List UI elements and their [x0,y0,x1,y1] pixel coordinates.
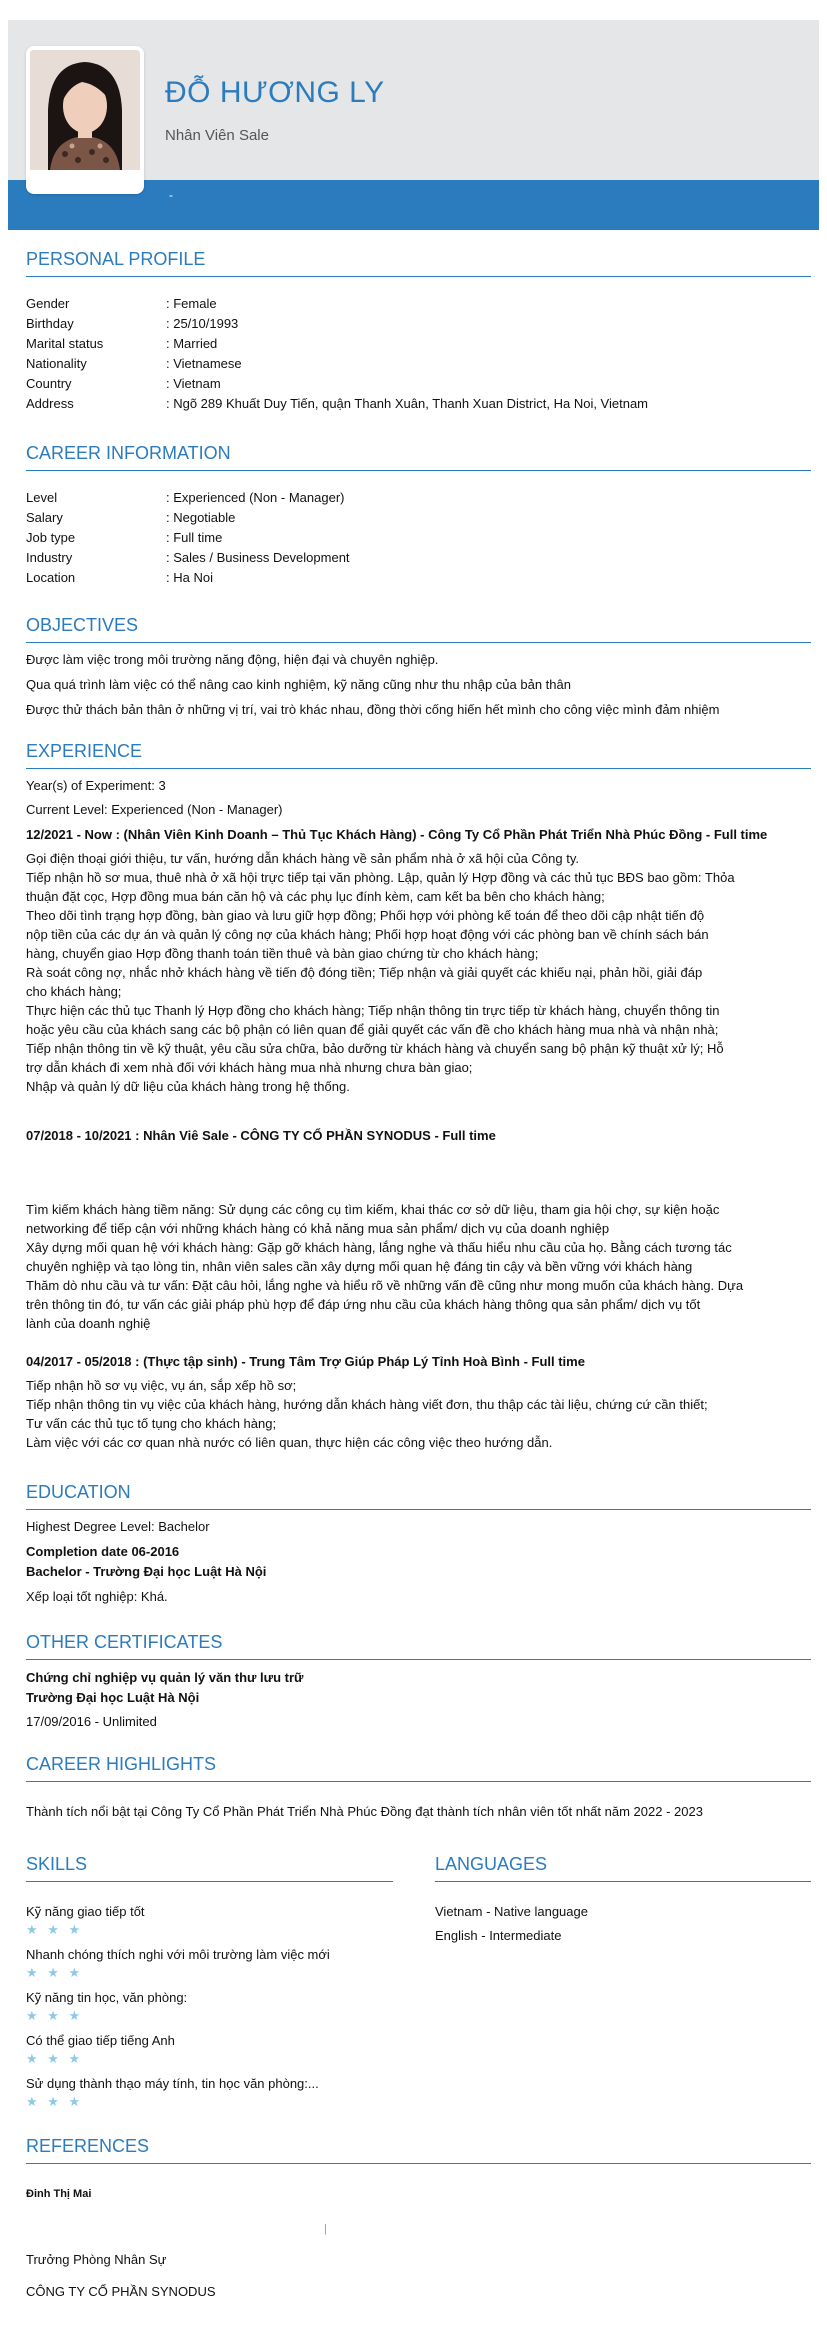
certificate-school: Trường Đại học Luật Hà Nội [26,1690,200,1705]
certificate-date: 17/09/2016 - Unlimited [26,1714,157,1729]
skill-rating: ★ ★ ★ [26,2051,84,2066]
resume-page [8,20,819,2332]
candidate-name: ĐỖ HƯƠNG LY [165,76,385,109]
job-description: Tìm kiếm khách hàng tiềm năng: Sử dụng các công cụ tìm kiếm, khai thác cơ sở dữ liệu, tham gia hội chợ, sự kiện hoặc networking để tiếp cận với những khách hàng có khả năng mua sản phẩm/ dịch vụ của doanh nghiệp Xây dựng mối quan hệ với khách hàng: Gặp gỡ khách hàng, lắng nghe và thấu hiểu nhu cầu của họ. Bằng cách tương tác chuyên nghiệp và tạo lòng tin, nhân viên sales cần xây dựng mối quan hệ đáng tin cậy và bền vững với khách hàng Thăm dò nhu cầu và tư vấn: Đặt câu hỏi, lắng nghe và hiểu rõ về những vấn đề cũng như mong muốn của khách hàng. Dựa trên thông tin đó, tư vấn các giải pháp phù hợp để đáp ứng nhu cầu của khách hàng thông qua sản phẩm/ dịch vụ tốt lành của doanh nghiệ [26,1202,744,1331]
education-note: Xếp loại tốt nghiệp: Khá. [26,1589,168,1604]
skill-rating: ★ ★ ★ [26,1922,84,1937]
objective-line: Qua quá trình làm việc có thể nâng cao kinh nghiệm, kỹ năng cũng như thu nhập của bản thân [26,677,571,692]
personal-row: Birthday : 25/10/1993 [26,316,239,331]
skill-rating: ★ ★ ★ [26,2094,84,2109]
experience-years: Year(s) of Experiment: 3 [26,778,166,793]
career-row: Job type : Full time [26,530,223,545]
section-title-skills: SKILLS [26,1854,393,1882]
candidate-position: Nhân Viên Sale [165,127,269,144]
section-title-highlights: CAREER HIGHLIGHTS [26,1754,811,1782]
header-link[interactable]: - [169,188,173,202]
job-title: 04/2017 - 05/2018 : (Thực tập sinh) - Trung Tâm Trợ Giúp Pháp Lý Tỉnh Hoà Bình - Full time [26,1354,585,1369]
section-title-certificates: OTHER CERTIFICATES [26,1632,811,1660]
highlights-text: Thành tích nổi bật tại Công Ty Cổ Phần Phát Triển Nhà Phúc Đồng đạt thành tích nhân viên tốt nhất năm 2022 - 2023 [26,1804,703,1819]
reference-role: Trưởng Phòng Nhân Sự [26,2252,167,2267]
section-title-references: REFERENCES [26,2136,811,2164]
job-title: 07/2018 - 10/2021 : Nhân Viê Sale - CÔNG TY CỔ PHẦN SYNODUS - Full time [26,1128,496,1143]
personal-row: Nationality : Vietnamese [26,356,242,371]
skill-name: Có thể giao tiếp tiếng Anh [26,2033,175,2048]
avatar [30,50,140,170]
reference-company: CÔNG TY CỔ PHẦN SYNODUS [26,2284,216,2299]
job-title: 12/2021 - Now : (Nhân Viên Kinh Doanh – Thủ Tục Khách Hàng) - Công Ty Cổ Phần Phát Triển Nhà Phúc Đồng - Full time [26,827,768,842]
education-completion: Completion date 06-2016 [26,1544,180,1559]
profile-photo [30,50,140,170]
career-row: Level : Experienced (Non - Manager) [26,490,345,505]
avatar-frame [26,46,144,194]
objective-line: Được làm việc trong môi trường năng động, hiện đại và chuyên nghiệp. [26,652,439,667]
career-row: Industry : Sales / Business Development [26,550,350,565]
reference-name: Đinh Thị Mai [26,2188,92,2200]
career-row: Salary : Negotiable [26,510,236,525]
experience-level: Current Level: Experienced (Non - Manager) [26,802,283,817]
section-title-career: CAREER INFORMATION [26,443,811,471]
personal-row: Gender : Female [26,296,217,311]
skill-name: Nhanh chóng thích nghi với môi trường làm việc mới [26,1947,330,1962]
language-item: Vietnam - Native language [435,1904,588,1919]
personal-row: Address : Ngõ 289 Khuất Duy Tiến, quận Thanh Xuân, Thanh Xuan District, Ha Noi, Vietnam [26,396,649,411]
education-highest: Highest Degree Level: Bachelor [26,1519,210,1534]
certificate-name: Chứng chỉ nghiệp vụ quản lý văn thư lưu trữ [26,1670,304,1685]
skill-name: Kỹ năng tin học, văn phòng: [26,1990,188,2005]
skill-name: Kỹ năng giao tiếp tốt [26,1904,145,1919]
job-description: Tiếp nhận hồ sơ vụ việc, vụ án, sắp xếp hồ sơ; Tiếp nhận thông tin vụ việc của khách hàng, hướng dẫn khách hàng viết đơn, thu thập các tài liệu, chứng cứ cần thiết; Tư vấn các thủ tục tố tụng cho khách hàng; Làm việc với các cơ quan nhà nước có liên quan, thực hiện các công việc theo hướng dẫn. [26,1378,708,1450]
section-title-languages: LANGUAGES [435,1854,811,1882]
skill-rating: ★ ★ ★ [26,1965,84,1980]
personal-row: Country : Vietnam [26,376,221,391]
career-row: Location : Ha Noi [26,570,213,585]
language-item: English - Intermediate [435,1928,562,1943]
personal-row: Marital status : Married [26,336,218,351]
objective-line: Được thử thách bản thân ở những vị trí, vai trò khác nhau, đồng thời cống hiến hết mình cho công việc mình đảm nhiệm [26,702,720,717]
skill-name: Sử dụng thành thạo máy tính, tin học văn phòng:... [26,2076,319,2091]
education-school: Bachelor - Trường Đại học Luật Hà Nội [26,1564,267,1579]
section-title-objectives: OBJECTIVES [26,615,811,643]
section-title-experience: EXPERIENCE [26,741,811,769]
reference-mark: | [324,2223,327,2235]
section-title-personal: PERSONAL PROFILE [26,249,811,277]
skill-rating: ★ ★ ★ [26,2008,84,2023]
section-title-education: EDUCATION [26,1482,811,1510]
job-description: Gọi điện thoại giới thiệu, tư vấn, hướng dẫn khách hàng về sản phẩm nhà ở xã hội của Công ty. Tiếp nhận hồ sơ mua, thuê nhà ở xã hội trực tiếp tại văn phòng. Lập, quản lý Hợp đồng và các thủ tục BĐS bao gồm: Thỏa thuận đặt cọc, Hợp đồng mua bán căn hộ và các phụ lục đính kèm, cam kết ba bên cho khách hàng; Theo dõi tình trạng hợp đồng, bàn giao và lưu giữ hợp đồng; Phối hợp với phòng kế toán để theo dõi cập nhật tiến độ nộp tiền của các dự án và quản lý công nợ của khách hàng; Phối hợp hoạt động với các phòng ban về chính sách bán hàng, chuyển giao Hợp đồng thanh toán tiền thuê và bàn giao chứng từ cho khách hàng; Rà soát công nợ, nhắc nhở khách hàng về tiến độ đóng tiền; Tiếp nhận và giải quyết các khiếu nại, phản hồi, giải đáp cho khách hàng; Thực hiện các thủ tục Thanh lý Hợp đồng cho khách hàng; Tiếp nhận thông tin trực tiếp từ khách hàng, chuyển thông tin hoặc yêu cầu của khách sang các bộ phận có liên quan để giải quyết các vấn đề cho khách hàng mua nhà và nhận nhà; Tiếp nhận thông tin về kỹ thuật, yêu cầu sửa chữa, bảo dưỡng từ khách hàng và chuyển sang bộ phận kỹ thuật xử lý; Hỗ trợ dẫn khách đi xem nhà đối với khách hàng mua nhà nhưng chưa bàn giao; Nhập và quản lý dữ liệu của khách hàng trong hệ thống. [26,851,735,1094]
